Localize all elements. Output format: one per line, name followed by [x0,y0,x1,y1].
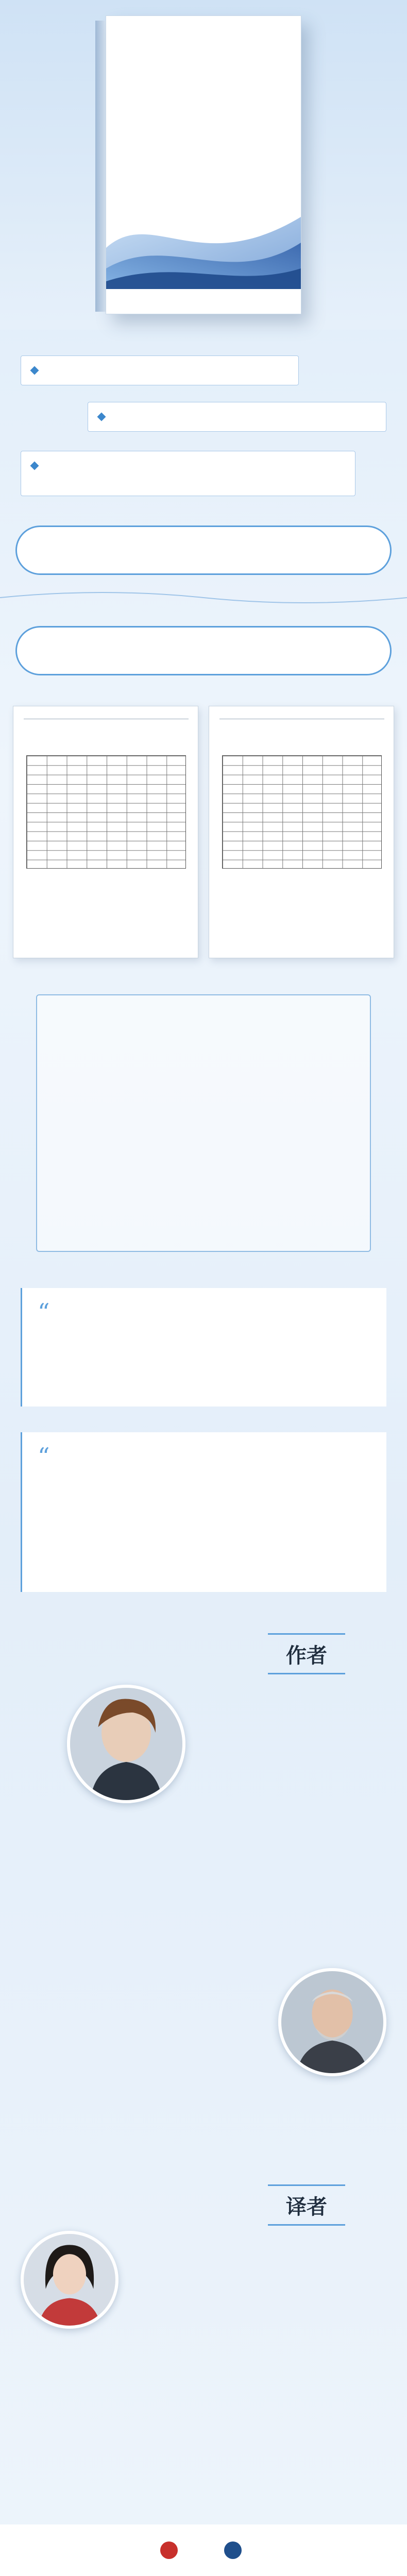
quote-open-icon: “ [38,1298,50,1326]
publisher-logo-icon [224,2541,242,2559]
quote-card-1 [21,1288,386,1406]
hero-section [0,0,407,330]
book-publishers [122,297,292,307]
quote-card-2 [21,1432,386,1592]
avatar [21,2231,118,2329]
cover-artwork [106,186,301,289]
footer [0,2524,407,2576]
publisher-company [224,2541,247,2559]
publisher-group [160,2541,183,2559]
symbol-table [222,755,382,869]
diamond-bullet-icon [30,366,39,375]
banner-2 [15,626,392,675]
book-cover [106,15,301,314]
translator-section-title: 译者 [268,2184,345,2226]
author-1-portrait [70,1688,182,1800]
banner-1 [15,526,392,575]
avatar [67,1685,185,1803]
feature-tag-3 [21,451,355,496]
feature-tag-2 [88,402,386,432]
feature-tag-1 [21,355,299,385]
authors-section-title: 作者 [268,1633,345,1674]
sample-pages-spread [13,706,394,958]
book-spine [95,21,107,312]
intro-text [58,1014,351,1023]
sample-page-right [209,706,394,958]
wave-decoration [0,587,407,608]
sample-page-left [13,706,198,958]
blank-table [26,755,186,869]
translator-portrait [24,2234,115,2326]
publisher-logo-icon [160,2541,178,2559]
author-2-portrait [281,1971,383,2073]
diamond-bullet-icon [97,413,106,421]
quote-open-icon: “ [38,1443,50,1470]
page-header [219,717,384,719]
avatar [278,1968,386,2076]
intro-panel [36,994,371,1252]
diamond-bullet-icon [30,462,39,470]
page-header [24,717,189,719]
